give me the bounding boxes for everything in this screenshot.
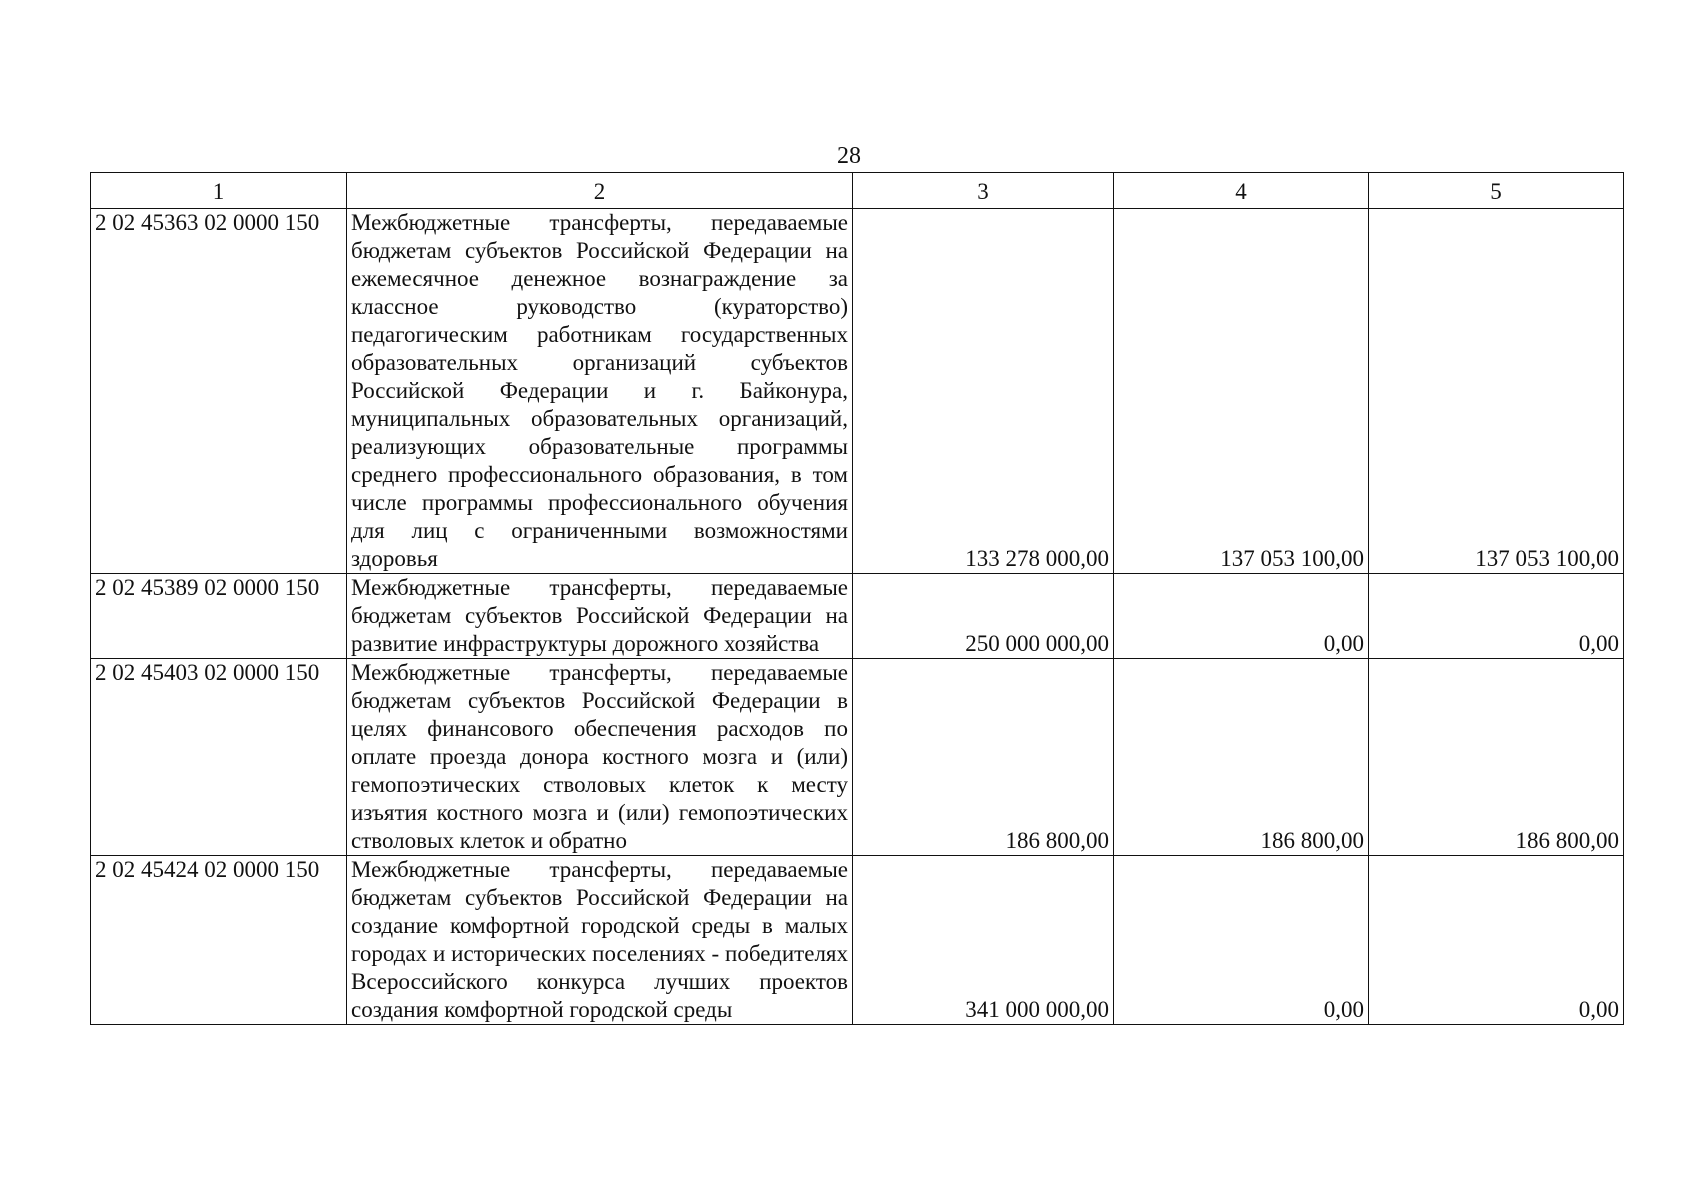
table-row <box>91 209 1624 574</box>
column-header-3: 3 <box>853 173 1114 209</box>
description-cell: Межбюджетные трансферты, передаваемые бюджетам субъектов Российской Федерации на развитие инфраструктуры дорожного хозяйства <box>347 574 853 659</box>
description-cell: Межбюджетные трансферты, передаваемые бюджетам субъектов Российской Федерации в целях финансового обеспечения расходов по оплате проезда донора костного мозга и (или) гемопоэтических стволовых клеток к месту изъятия костного мозга и (или) гемопоэтических стволовых клеток и обратно <box>347 659 853 856</box>
column-header-5: 5 <box>1369 173 1624 209</box>
amount-col4-cell: 137 053 100,00 <box>1114 209 1369 574</box>
table-row <box>91 574 1624 659</box>
amount-col3-cell: 186 800,00 <box>853 659 1114 856</box>
amount-col5-cell: 186 800,00 <box>1369 659 1624 856</box>
amount-col4-cell: 186 800,00 <box>1114 659 1369 856</box>
budget-code-cell: 2 02 45424 02 0000 150 <box>91 856 347 1025</box>
description-cell: Межбюджетные трансферты, передаваемые бюджетам субъектов Российской Федерации на ежемесячное денежное вознаграждение за классное руководство (кураторство) педагогическим работникам государственных образовательных организаций субъектов Российской Федерации и г. Байконура, муниципальных образовательных организаций, реализующих образовательные программы среднего профессионального образования, в том числе программы профессионального обучения для лиц с ограниченными возможностями здоровья <box>347 209 853 574</box>
table-row <box>91 856 1624 1025</box>
page-number: 28 <box>837 143 861 169</box>
column-header-4: 4 <box>1114 173 1369 209</box>
description-cell: Межбюджетные трансферты, передаваемые бюджетам субъектов Российской Федерации на создание комфортной городской среды в малых городах и исторических поселениях - победителях Всероссийского конкурса лучших проектов создания комфортной городской среды <box>347 856 853 1025</box>
budget-code-cell: 2 02 45403 02 0000 150 <box>91 659 347 856</box>
column-header-2: 2 <box>347 173 853 209</box>
amount-col3-cell: 133 278 000,00 <box>853 209 1114 574</box>
budget-table <box>90 172 1624 1025</box>
amount-col4-cell: 0,00 <box>1114 856 1369 1025</box>
table-row <box>91 659 1624 856</box>
amount-col5-cell: 137 053 100,00 <box>1369 209 1624 574</box>
table-header <box>91 173 1624 209</box>
budget-code-cell: 2 02 45363 02 0000 150 <box>91 209 347 574</box>
amount-col3-cell: 250 000 000,00 <box>853 574 1114 659</box>
table-body <box>91 209 1624 1025</box>
budget-code-cell: 2 02 45389 02 0000 150 <box>91 574 347 659</box>
amount-col5-cell: 0,00 <box>1369 856 1624 1025</box>
amount-col3-cell: 341 000 000,00 <box>853 856 1114 1025</box>
header-row <box>91 173 1624 209</box>
column-header-1: 1 <box>91 173 347 209</box>
amount-col4-cell: 0,00 <box>1114 574 1369 659</box>
amount-col5-cell: 0,00 <box>1369 574 1624 659</box>
